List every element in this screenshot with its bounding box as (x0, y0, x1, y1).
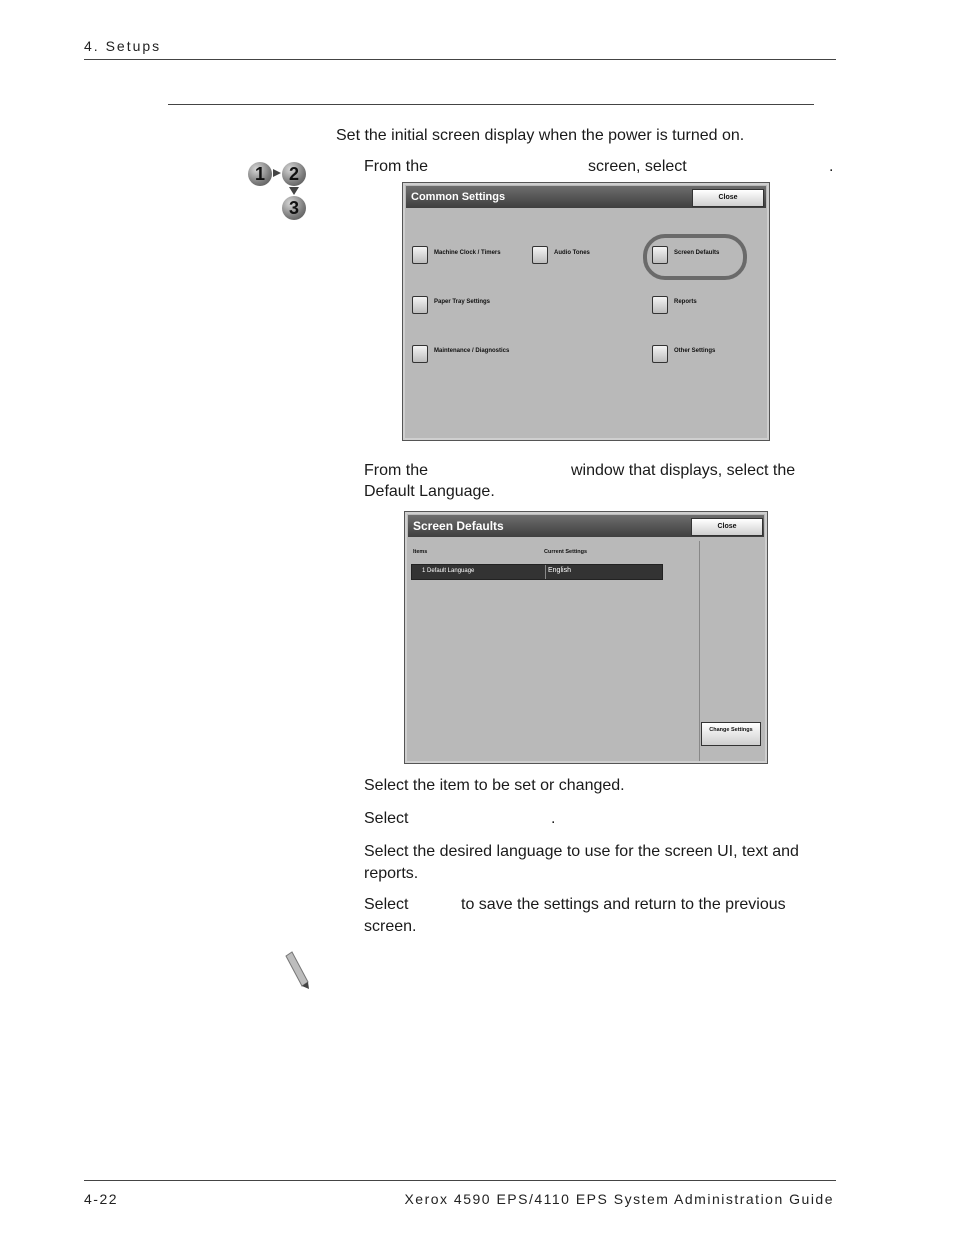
header-rule (84, 59, 836, 60)
table-row[interactable] (411, 564, 663, 580)
checkbox-screen-defaults[interactable] (652, 246, 668, 264)
arrow-right-icon (272, 168, 282, 178)
step3-text: Select the item to be set or changed. (364, 777, 625, 794)
step5-line2: reports. (364, 865, 419, 882)
common-settings-title: Common Settings (406, 186, 766, 208)
step1-middle: screen, select (588, 158, 687, 175)
common-settings-screenshot (402, 182, 770, 441)
change-settings-button[interactable]: Change Settings (701, 722, 761, 746)
step-number-1: 1 (248, 162, 272, 186)
page-number: 4-22 (84, 1191, 119, 1207)
step6-prefix: Select (364, 896, 409, 913)
option-paper-tray: Paper Tray Settings (434, 299, 491, 305)
option-maintenance: Maintenance / Diagnostics (434, 348, 510, 354)
close-button[interactable]: Close (691, 518, 763, 536)
step1-prefix: From the (364, 158, 429, 175)
option-machine-clock: Machine Clock / Timers (434, 250, 501, 256)
checkbox-reports[interactable] (652, 296, 668, 314)
step6-line2: screen. (364, 918, 417, 935)
step4-suffix: . (551, 810, 556, 827)
running-header: 4. Setups (84, 38, 162, 54)
row-current-value: English (548, 567, 571, 574)
guide-title: Xerox 4590 EPS/4110 EPS System Administration Guide (404, 1191, 834, 1207)
checkbox-other-settings[interactable] (652, 345, 668, 363)
step4-prefix: Select (364, 810, 409, 827)
step-number-3: 3 (282, 196, 306, 220)
option-screen-defaults: Screen Defaults (674, 250, 720, 256)
checkbox-paper-tray[interactable] (412, 296, 428, 314)
checkbox-audio-tones[interactable] (532, 246, 548, 264)
step6-middle: to save the settings and return to the previous (461, 896, 786, 913)
checkbox-maintenance[interactable] (412, 345, 428, 363)
row-divider (545, 565, 546, 579)
arrow-down-icon (288, 186, 300, 196)
column-items: Items (413, 549, 428, 555)
step2-prefix: From the (364, 462, 429, 479)
step2-middle: window that displays, select the (571, 462, 796, 479)
step-number-2: 2 (282, 162, 306, 186)
checkbox-machine-clock[interactable] (412, 246, 428, 264)
step2-line2: Default Language. (364, 483, 495, 500)
close-button[interactable]: Close (692, 189, 764, 207)
screen-defaults-title: Screen Defaults (408, 515, 764, 537)
note-pencil-icon (282, 950, 312, 990)
screen-defaults-screenshot (404, 511, 768, 764)
option-other-settings: Other Settings (674, 348, 716, 354)
intro-text: Set the initial screen display when the power is turned on. (336, 127, 745, 144)
option-audio-tones: Audio Tones (554, 250, 590, 256)
column-current-settings: Current Settings (544, 549, 588, 555)
side-divider (699, 541, 700, 761)
footer-rule (84, 1180, 836, 1181)
step-sequence-icon (246, 160, 308, 222)
row-item-name: 1 Default Language (422, 568, 475, 574)
step1-suffix: . (829, 158, 834, 175)
option-reports: Reports (674, 299, 697, 305)
step5-line1: Select the desired language to use for the screen UI, text and (364, 843, 799, 860)
section-rule (168, 104, 814, 105)
